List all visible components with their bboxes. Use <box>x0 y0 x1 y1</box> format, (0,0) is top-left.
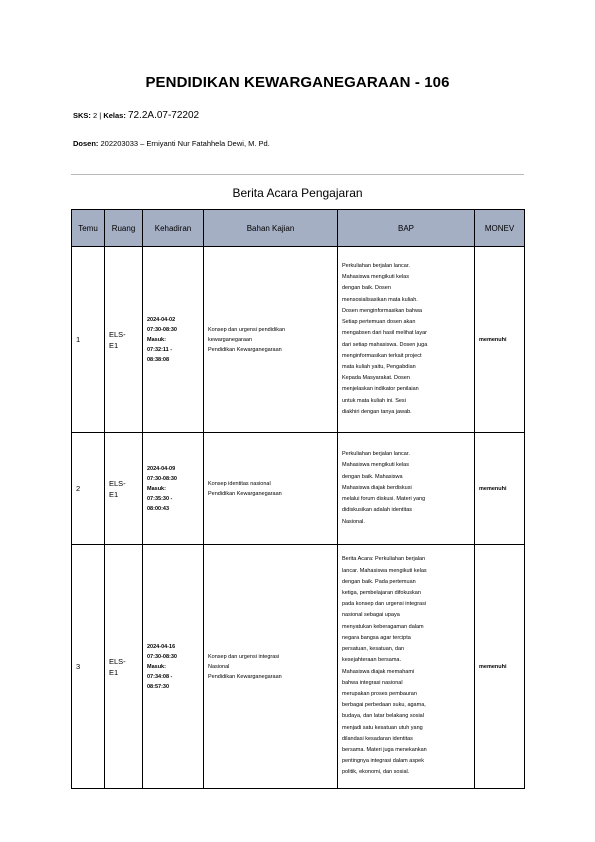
cell-monev <box>475 247 525 433</box>
table-row <box>72 545 525 789</box>
bap-line: merupakan proses pembauran <box>342 690 417 697</box>
cell-bap <box>338 433 475 545</box>
bahan-line: Konsep identitas nasional <box>208 480 271 487</box>
ruang-line: ELS- <box>109 478 126 488</box>
cell-kehadiran <box>143 433 204 545</box>
divider <box>71 174 524 175</box>
cell-ruang <box>105 545 143 789</box>
kehadiran-line: 2024-04-09 <box>147 465 176 472</box>
lecturer-info <box>73 139 270 148</box>
bap-line: menginformasikan terkait project <box>342 352 422 359</box>
cell-bahan-kajian <box>204 545 338 789</box>
cell-kehadiran <box>143 247 204 433</box>
bap-line: berbagai perbedaan suku, agama, <box>342 702 426 709</box>
cell-temu: 2 <box>72 433 105 545</box>
kelas-label: Kelas: <box>103 111 126 120</box>
bap-line: dengan baik. Pada pertemuan <box>342 578 416 585</box>
bahan-line: Konsep dan urgensi integrasi <box>208 653 280 660</box>
dosen-value: 202203033 – Erniyanti Nur Fatahhela Dewi, M. Pd. <box>100 139 270 148</box>
ruang-line: E1 <box>109 667 119 677</box>
bap-line: menjadi satu kesatuan utuh yang <box>342 724 423 731</box>
bap-line: dengan baik. Mahasiswa <box>342 473 403 480</box>
kehadiran-line: 08:38:08 <box>147 356 170 363</box>
cell-ruang <box>105 433 143 545</box>
bap-line: Mahasiswa diajak berdiskusi <box>342 484 412 491</box>
bap-line: mensosialisasikan mata kuliah. <box>342 296 418 303</box>
kehadiran-line: 07:34:08 - <box>147 673 173 680</box>
bap-line: mengabsen dari hasil melihat layar <box>342 330 427 337</box>
bahan-line: Nasional <box>208 663 230 670</box>
header-bap: BAP <box>338 210 475 247</box>
ruang-line: E1 <box>109 489 119 499</box>
kehadiran-line: 07:35:30 - <box>147 495 173 502</box>
bap-line: diakhiri dengan tanya jawab. <box>342 408 412 415</box>
bap-line: bersama. Materi juga menekankan <box>342 746 427 753</box>
bap-line: didiskusikan adalah identitas <box>342 507 413 514</box>
bap-line: menyatukan keberagaman dalam <box>342 623 424 630</box>
cell-temu: 3 <box>72 545 105 789</box>
bap-line: Berita Acara: Perkuliahan berjalan <box>342 556 426 563</box>
header-temu: Temu <box>72 210 105 247</box>
bahan-line: Pendidikan Kewarganegaraan <box>208 490 282 497</box>
bap-line: Mahasiswa mengikuti kelas <box>342 274 409 281</box>
bap-line: negara bangsa agar tercipta <box>342 634 411 641</box>
bap-line: budaya, dan latar belakang sosial <box>342 713 424 720</box>
ruang-line: ELS- <box>109 329 126 339</box>
kehadiran-line: 2024-04-16 <box>147 643 176 650</box>
bap-line: untuk mata kuliah ini. Sesi <box>342 397 406 404</box>
cell-bahan-kajian <box>204 433 338 545</box>
table-row <box>72 247 525 433</box>
dosen-label: Dosen: <box>73 139 99 148</box>
cell-ruang <box>105 247 143 433</box>
bahan-line: Konsep dan urgensi pendidikan <box>208 326 286 333</box>
bahan-line: Pendidikan Kewarganegaraan <box>208 346 282 353</box>
bap-line: Nasional. <box>342 518 365 525</box>
bap-line: bahwa integrasi nasional <box>342 679 403 686</box>
bap-line: kesejahteraan bersama. <box>342 657 402 664</box>
bap-line: nasional sebagai upaya <box>342 612 400 619</box>
separator: | <box>99 111 102 120</box>
bap-line: pentingnya integrasi dalam aspek <box>342 758 424 765</box>
header-ruang: Ruang <box>105 210 143 247</box>
cell-bahan-kajian <box>204 247 338 433</box>
bap-line: Mahasiswa diajak memahami <box>342 668 415 675</box>
kehadiran-line: Masuk: <box>147 485 166 492</box>
bap-line: dari setiap mahasiswa. Dosen juga <box>342 341 428 348</box>
bap-line: mata kuliah yaitu, Pengabdian <box>342 363 416 370</box>
course-info <box>73 110 199 121</box>
bap-line: dengan baik. Dosen <box>342 285 391 292</box>
section-title: Berita Acara Pengajaran <box>232 186 363 200</box>
sks-label: SKS: <box>73 111 91 120</box>
header-bahan-kajian: Bahan Kajian <box>204 210 338 247</box>
bap-line: ketiga, pembelajaran difokuskan <box>342 590 421 597</box>
kehadiran-line: Masuk: <box>147 663 166 670</box>
kelas-value: 72.2A.07-72202 <box>127 110 200 121</box>
bap-line: politik, ekonomi, dan sosial. <box>342 769 410 776</box>
sks-value: 2 <box>93 111 98 120</box>
bap-line: Perkuliahan berjalan lancar. <box>342 451 410 458</box>
monev-value: memenuhi <box>479 485 507 492</box>
kehadiran-line: 07:30-08:30 <box>147 326 177 333</box>
bap-line: Dosen menginformasikan bahwa <box>342 307 423 314</box>
bap-line: lancar. Mahasiswa mengikuti kelas <box>342 567 427 574</box>
bap-line: persatuan, kesatuan, dan <box>342 646 405 653</box>
bap-line: Setiap pertemuan dosen akan <box>342 319 416 326</box>
cell-bap <box>338 545 475 789</box>
kehadiran-line: 08:57:30 <box>147 683 170 690</box>
kehadiran-line: 08:00:43 <box>147 505 170 512</box>
bap-line: Kepada Masyarakat. Dosen <box>342 375 410 382</box>
header-monev: MONEV <box>475 210 525 247</box>
table-header-row <box>72 210 525 247</box>
cell-monev <box>475 545 525 789</box>
bap-table <box>71 209 525 789</box>
monev-value: memenuhi <box>479 336 507 343</box>
bap-line: Perkuliahan berjalan lancar. <box>342 263 410 270</box>
bahan-line: Pendidikan Kewarganegaraan <box>208 673 282 680</box>
bap-line: dilandasi kesadaran identitas <box>342 735 413 742</box>
bap-line: melalui forum diskusi. Materi yang <box>342 496 426 503</box>
kehadiran-line: 07:30-08:30 <box>147 475 177 482</box>
kehadiran-line: 07:30-08:30 <box>147 653 177 660</box>
bap-line: Mahasiswa mengikuti kelas <box>342 462 409 469</box>
kehadiran-line: Masuk: <box>147 336 166 343</box>
monev-value: memenuhi <box>479 663 507 670</box>
cell-temu: 1 <box>72 247 105 433</box>
kehadiran-line: 07:32:11 - <box>147 346 173 353</box>
cell-bap <box>338 247 475 433</box>
header-kehadiran: Kehadiran <box>143 210 204 247</box>
bahan-line: kewarganegaraan <box>208 336 253 343</box>
ruang-line: E1 <box>109 340 119 350</box>
bap-line: pada konsep dan urgensi integrasi <box>342 601 427 608</box>
table-row <box>72 433 525 545</box>
cell-monev <box>475 433 525 545</box>
course-title: PENDIDIKAN KEWARGANEGARAAN - 106 <box>145 74 450 91</box>
ruang-line: ELS- <box>109 656 126 666</box>
cell-kehadiran <box>143 545 204 789</box>
kehadiran-line: 2024-04-02 <box>147 316 176 323</box>
bap-line: menjelaskan indikator penilaian <box>342 386 419 393</box>
